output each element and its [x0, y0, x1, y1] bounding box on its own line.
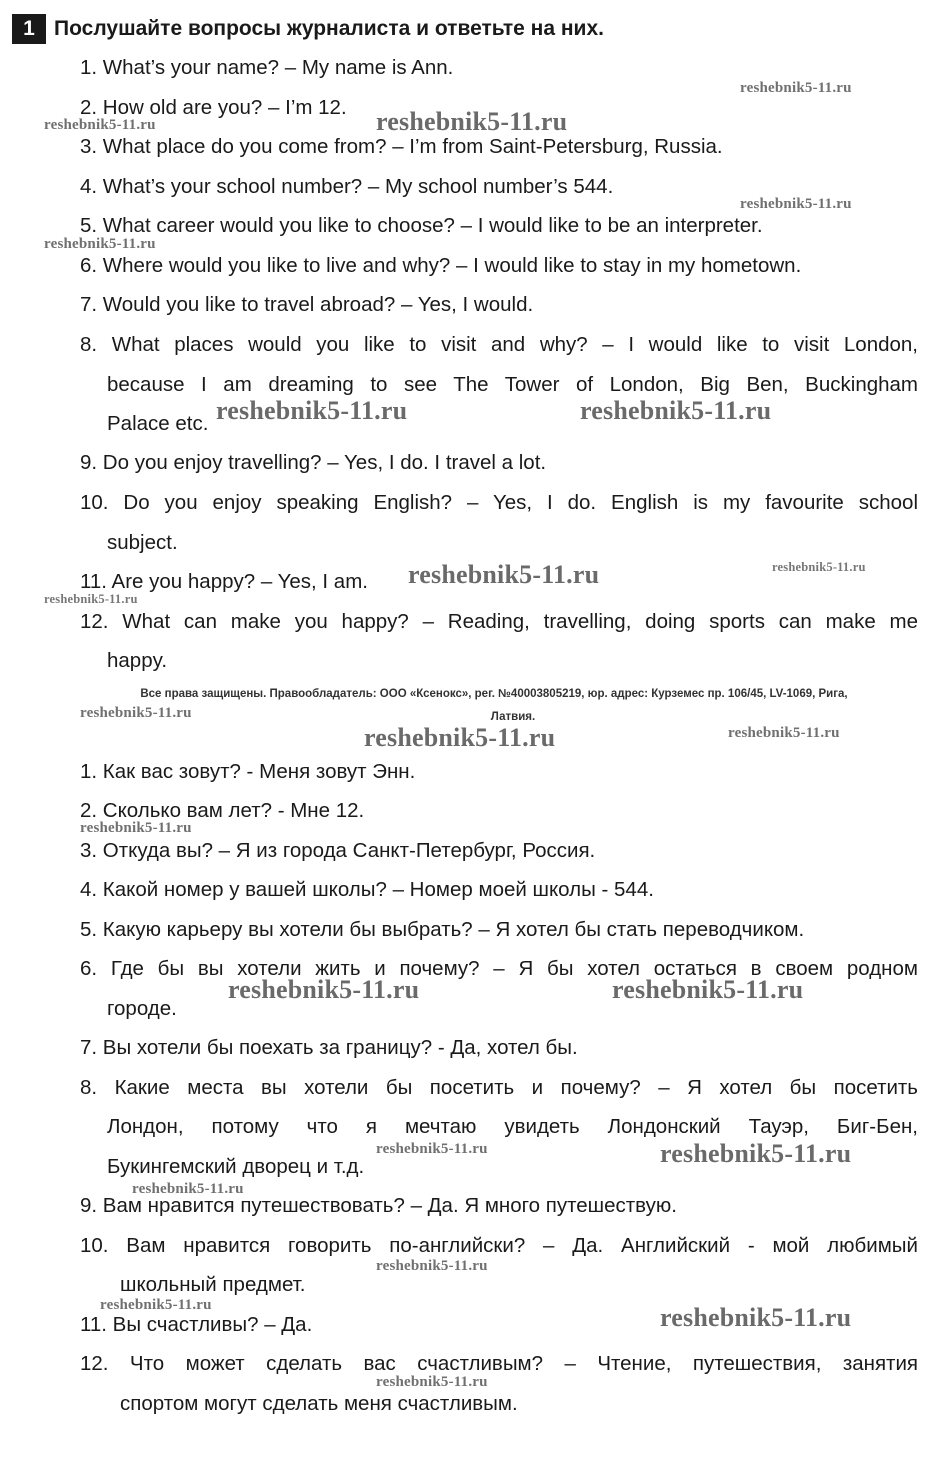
- watermark: reshebnik5-11.ru: [580, 396, 772, 425]
- english-item-8-line-1: 8. What places would you like to visit and why? – I would like to visit London,: [80, 333, 918, 356]
- english-item-10-line-1: 10. Do you enjoy speaking English? – Yes, I do. English is my favourite school: [80, 491, 918, 514]
- english-item-10-line-2: subject.: [107, 531, 178, 554]
- russian-item-7: 7. Вы хотели бы поехать за границу? - Да, хотел бы.: [80, 1036, 578, 1059]
- english-item-3: 3. What place do you come from? – I’m from Saint-Petersburg, Russia.: [80, 135, 723, 158]
- watermark: reshebnik5-11.ru: [376, 1141, 488, 1157]
- watermark: reshebnik5-11.ru: [376, 107, 568, 136]
- watermark: reshebnik5-11.ru: [612, 975, 804, 1004]
- watermark: reshebnik5-11.ru: [132, 1181, 244, 1197]
- english-item-9: 9. Do you enjoy travelling? – Yes, I do. I travel a lot.: [80, 451, 547, 474]
- watermark: reshebnik5-11.ru: [740, 80, 852, 96]
- russian-item-12-line-1: 12. Что может сделать вас счастливым? – Чтение, путешествия, занятия: [80, 1352, 918, 1375]
- watermark: reshebnik5-11.ru: [100, 1297, 212, 1313]
- watermark: reshebnik5-11.ru: [376, 1374, 488, 1390]
- russian-item-8-line-2: Лондон, потому что я мечтаю увидеть Лондонский Тауэр, Биг-Бен,: [107, 1115, 918, 1138]
- russian-item-6-line-2: городе.: [107, 997, 177, 1020]
- russian-item-3: 3. Откуда вы? – Я из города Санкт-Петербург, Россия.: [80, 839, 596, 862]
- russian-item-11: 11. Вы счастливы? – Да.: [80, 1313, 313, 1336]
- watermark: reshebnik5-11.ru: [408, 560, 600, 589]
- english-item-2: 2. How old are you? – I’m 12.: [80, 96, 347, 119]
- english-item-1: 1. What’s your name? – My name is Ann.: [80, 56, 454, 79]
- copyright-line-1: Все права защищены. Правообладатель: ООО «Ксенокс», рег. №40003805219, юр. адрес: Курземес пр. 106/45, LV-1069, Рига,: [140, 688, 848, 700]
- english-item-4: 4. What’s your school number? – My school number’s 544.: [80, 175, 614, 198]
- english-item-8-line-3: Palace etc.: [107, 412, 209, 435]
- copyright-line-2: Латвия.: [490, 711, 536, 723]
- english-item-5: 5. What career would you like to choose? – I would like to be an interpreter.: [80, 214, 763, 237]
- russian-item-2: 2. Сколько вам лет? - Мне 12.: [80, 799, 365, 822]
- watermark: reshebnik5-11.ru: [228, 975, 420, 1004]
- russian-item-10-line-2: школьный предмет.: [120, 1273, 306, 1296]
- russian-item-10-line-1: 10. Вам нравится говорить по-английски? – Да. Английский - мой любимый: [80, 1234, 918, 1257]
- watermark: reshebnik5-11.ru: [44, 592, 138, 606]
- task-header: [12, 14, 604, 44]
- watermark: reshebnik5-11.ru: [216, 396, 408, 425]
- watermark: reshebnik5-11.ru: [364, 723, 556, 752]
- watermark: reshebnik5-11.ru: [44, 236, 156, 252]
- english-item-7: 7. Would you like to travel abroad? – Yes, I would.: [80, 293, 534, 316]
- watermark: reshebnik5-11.ru: [80, 705, 192, 721]
- russian-item-12-line-2: спортом могут сделать меня счастливым.: [120, 1392, 518, 1415]
- watermark: reshebnik5-11.ru: [80, 820, 192, 836]
- english-item-8-line-2: because I am dreaming to see The Tower of London, Big Ben, Buckingham: [107, 373, 918, 396]
- russian-item-5: 5. Какую карьеру вы хотели бы выбрать? – Я хотел бы стать переводчиком.: [80, 918, 805, 941]
- english-item-11: 11. Are you happy? – Yes, I am.: [80, 570, 368, 593]
- watermark: reshebnik5-11.ru: [772, 560, 866, 574]
- english-item-6: 6. Where would you like to live and why? – I would like to stay in my hometown.: [80, 254, 802, 277]
- watermark: reshebnik5-11.ru: [740, 196, 852, 212]
- english-item-12-line-2: happy.: [107, 649, 168, 672]
- russian-item-9: 9. Вам нравится путешествовать? – Да. Я много путешествую.: [80, 1194, 677, 1217]
- russian-item-8-line-1: 8. Какие места вы хотели бы посетить и почему? – Я хотел бы посетить: [80, 1076, 918, 1099]
- russian-item-6-line-1: 6. Где бы вы хотели жить и почему? – Я бы хотел остаться в своем родном: [80, 957, 918, 980]
- watermark: reshebnik5-11.ru: [660, 1303, 852, 1332]
- task-number-badge: 1: [12, 14, 46, 44]
- watermark: reshebnik5-11.ru: [728, 725, 840, 741]
- task-title: Послушайте вопросы журналиста и ответьте на них.: [54, 17, 604, 40]
- watermark: reshebnik5-11.ru: [44, 117, 156, 133]
- english-item-12-line-1: 12. What can make you happy? – Reading, travelling, doing sports can make me: [80, 610, 918, 633]
- russian-item-4: 4. Какой номер у вашей школы? – Номер моей школы - 544.: [80, 878, 654, 901]
- russian-item-1: 1. Как вас зовут? - Меня зовут Энн.: [80, 760, 416, 783]
- russian-item-8-line-3: Букингемский дворец и т.д.: [107, 1155, 365, 1178]
- watermark: reshebnik5-11.ru: [660, 1139, 852, 1168]
- watermark: reshebnik5-11.ru: [376, 1258, 488, 1274]
